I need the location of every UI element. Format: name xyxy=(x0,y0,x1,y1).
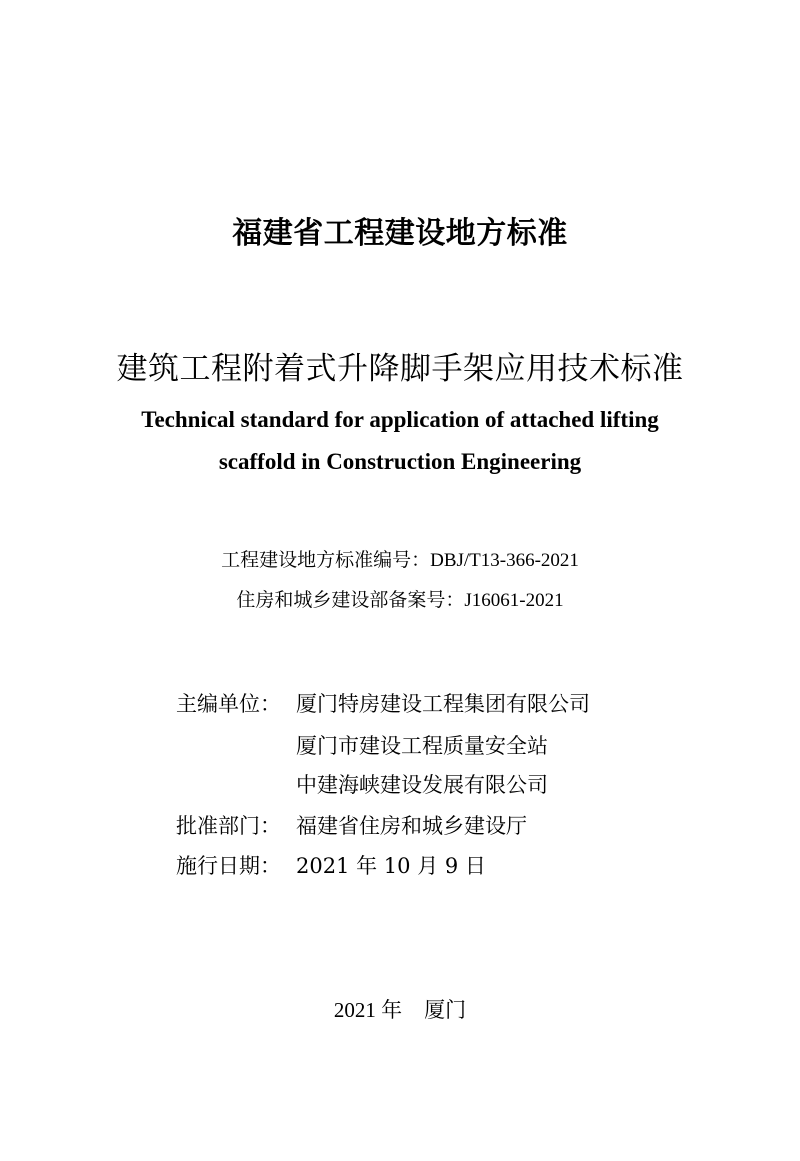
series-title: 福建省工程建设地方标准 xyxy=(232,216,568,251)
chief-editor-row xyxy=(176,688,590,718)
approval-department-label: 批准部门： xyxy=(176,814,281,838)
standard-title-cn: 建筑工程附着式升降脚手架应用技术标准 xyxy=(116,351,684,387)
chief-editor-1: 厦门特房建设工程集团有限公司 xyxy=(296,692,590,716)
chief-editor-label: 主编单位： xyxy=(176,692,281,716)
effective-date-row xyxy=(176,850,486,880)
record-number xyxy=(0,585,800,612)
standard-title-en-line1: Technical standard for application of attached lifting xyxy=(141,407,659,432)
approval-department-row xyxy=(176,810,527,840)
standard-title-en-line2: scaffold in Construction Engineering xyxy=(218,449,582,474)
local-standard-number-value: DBJ/T13-366-2021 xyxy=(430,550,579,571)
effective-date-value: 2021 年 10 月 9 日 xyxy=(296,854,486,878)
publication-footer xyxy=(0,994,800,1024)
local-standard-number xyxy=(0,545,800,572)
record-number-label: 住房和城乡建设部备案号： xyxy=(236,589,465,611)
record-number-value: J16061-2021 xyxy=(464,590,564,611)
publication-year: 2021 年 xyxy=(333,998,403,1022)
local-standard-number-label: 工程建设地方标准编号： xyxy=(221,549,431,571)
publication-city: 厦门 xyxy=(424,998,467,1022)
approval-department-value: 福建省住房和城乡建设厅 xyxy=(296,814,527,838)
effective-date-label: 施行日期： xyxy=(176,854,281,878)
chief-editor-3: 中建海峡建设发展有限公司 xyxy=(296,773,548,797)
chief-editor-2: 厦门市建设工程质量安全站 xyxy=(296,734,548,758)
